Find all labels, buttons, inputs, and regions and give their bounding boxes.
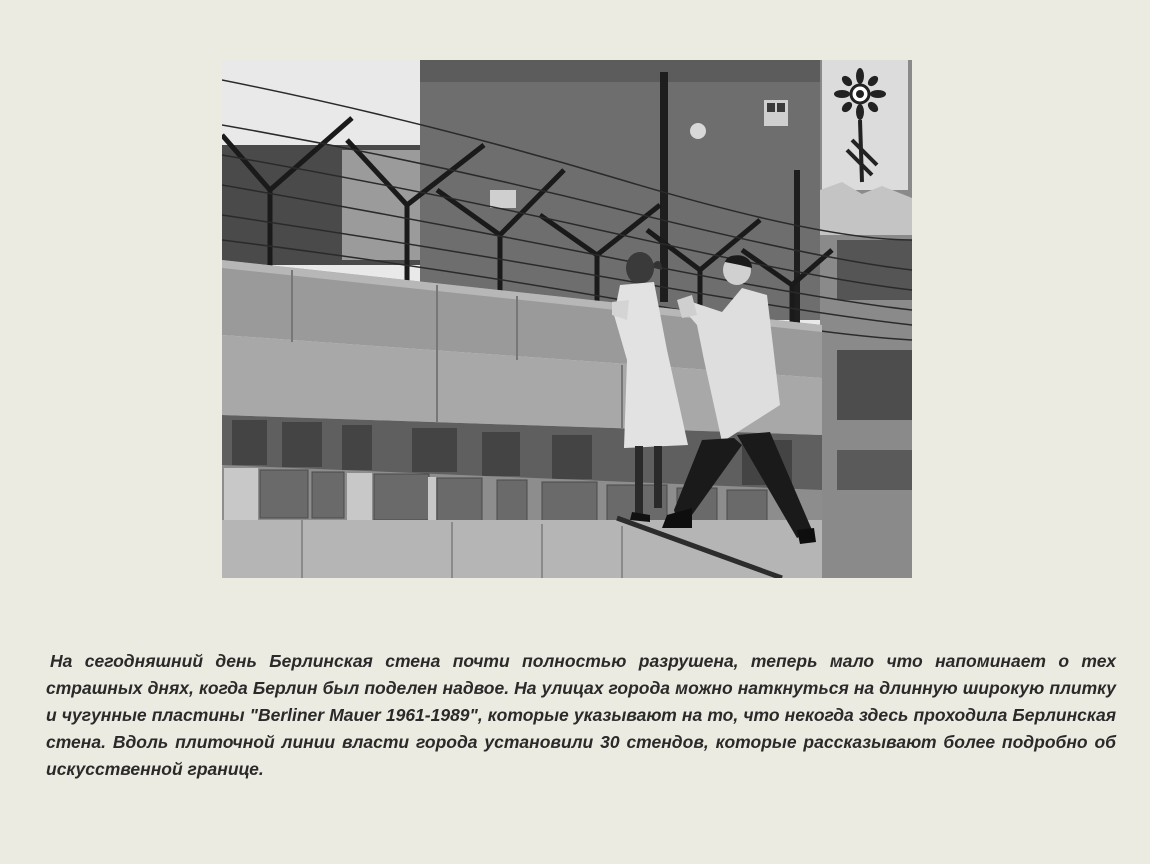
caption-text: На сегодняшний день Берлинская стена почти полностью разрушена, теперь мало что напоминает о тех страшных днях, когда Берлин был поделен надвое. На улицах города можно наткнуться на длинную широкую плитку и чугунные пластины "Berliner Mauer 1961-1989", которые указывают на то, что некогда здесь проходила Берлинская стена. Вдоль плиточной линии власти города установили 30 стендов, которые рассказывают более подробно об искусственной границе. (46, 651, 1116, 779)
berlin-wall-photo (222, 60, 912, 578)
